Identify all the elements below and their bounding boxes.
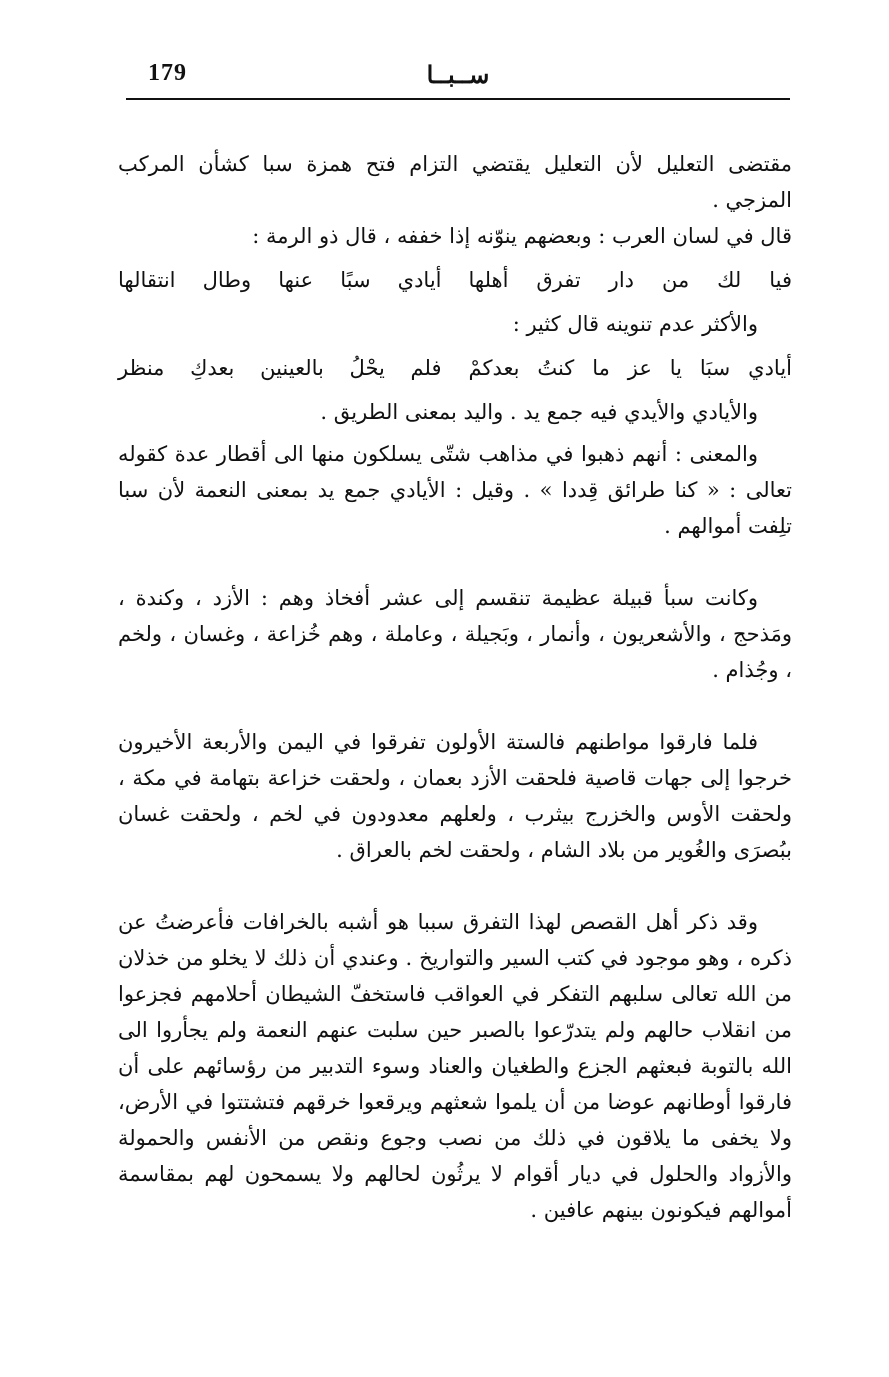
page-header bbox=[126, 56, 790, 100]
paragraph-2: قال في لسان العرب : وبعضهم ينوّنه إذا خففه ، قال ذو الرمة : bbox=[252, 224, 792, 248]
verse-2-first-hemistich: أيادي سبَا يا عز ما كنتُ بعدكمْ bbox=[468, 356, 792, 380]
paragraph-5: والمعنى : أنهم ذهبوا في مذاهب شتّى يسلكون منها الى أقطار عدة كقوله تعالى : « كنا طرائق قِددا » . وقيل : الأيادي جمع يد بمعنى النعمة لأن سبا تلِفت أموالهم . bbox=[118, 442, 792, 538]
page-number: 179 bbox=[148, 60, 187, 86]
paragraph-4: والأيادي والأيدي فيه جمع يد . واليد بمعنى الطريق . bbox=[320, 400, 758, 424]
verse-1-second-hemistich: أيادي سبًا عنها وطال انتقالها bbox=[118, 268, 442, 292]
paragraph-6: وكانت سبأ قبيلة عظيمة تنقسم إلى عشر أفخاذ وهم : الأزد ، وكندة ، ومَذحج ، والأشعريون ، وأنمار ، وبَجيلة ، وعاملة ، وهم خُزاعة ، وغسان ، ولخم ، وجُذام . bbox=[118, 586, 792, 682]
verse-2-second-hemistich: فلم يحْلُ بالعينين بعدكِ منظر bbox=[118, 356, 442, 380]
page-body bbox=[118, 146, 792, 1228]
paragraph-8: وقد ذكر أهل القصص لهذا التفرق سببا هو أشبه بالخرافات فأعرضتُ عن ذكره ، وهو موجود في كتب السير والتواريخ . وعندي أن ذلك لا يخلو من خذلان من الله تعالى سلبهم التفكر في العواقب فاستخفّ الشيطان أحلامهم فجزعوا من انقلاب حالهم ولم يتدرّعوا بالصبر حين سلبت عنهم النعمة ولم يجأروا الى الله بالتوبة فبعثهم الجزع والطغيان والعناد وسوء التدبير من رؤسائهم على أن فارقوا أوطانهم عوضا من أن يلموا شعثهم ويرقعوا خرقهم فتشتتوا في الأرض، ولا يخفى ما يلاقون في ذلك من نصب وجوع ونقص من الأنفس والحمولة والأزواد والحلول في ديار أقوام لا يرثُون لحالهم ولا يسمحون لهم بمقاسمة أموالهم فيكونون بينهم عافين . bbox=[118, 910, 792, 1222]
paragraph-1: مقتضى التعليل لأن التعليل يقتضي التزام فتح همزة سبا كشأن المركب المزجي . bbox=[118, 152, 792, 212]
running-title: ســبــا bbox=[426, 60, 490, 89]
paragraph-3: والأكثر عدم تنوينه قال كثير : bbox=[512, 312, 758, 336]
verse-1-first-hemistich: فيا لك من دار تفرق أهلها bbox=[468, 268, 792, 292]
verse-2 bbox=[118, 350, 792, 386]
verse-1 bbox=[118, 262, 792, 298]
paragraph-7: فلما فارقوا مواطنهم فالستة الأولون تفرقوا في اليمن والأربعة الأخيرون خرجوا إلى جهات قاصية فلحقت الأزد بعمان ، ولحقت خزاعة بتهامة في مكة ، ولحقت الأوس والخزرج بيثرب ، ولعلهم معدودون في لخم ، ولحقت غسان ببُصرَى والغُوير من بلاد الشام ، ولحقت لخم بالعراق . bbox=[118, 730, 792, 862]
